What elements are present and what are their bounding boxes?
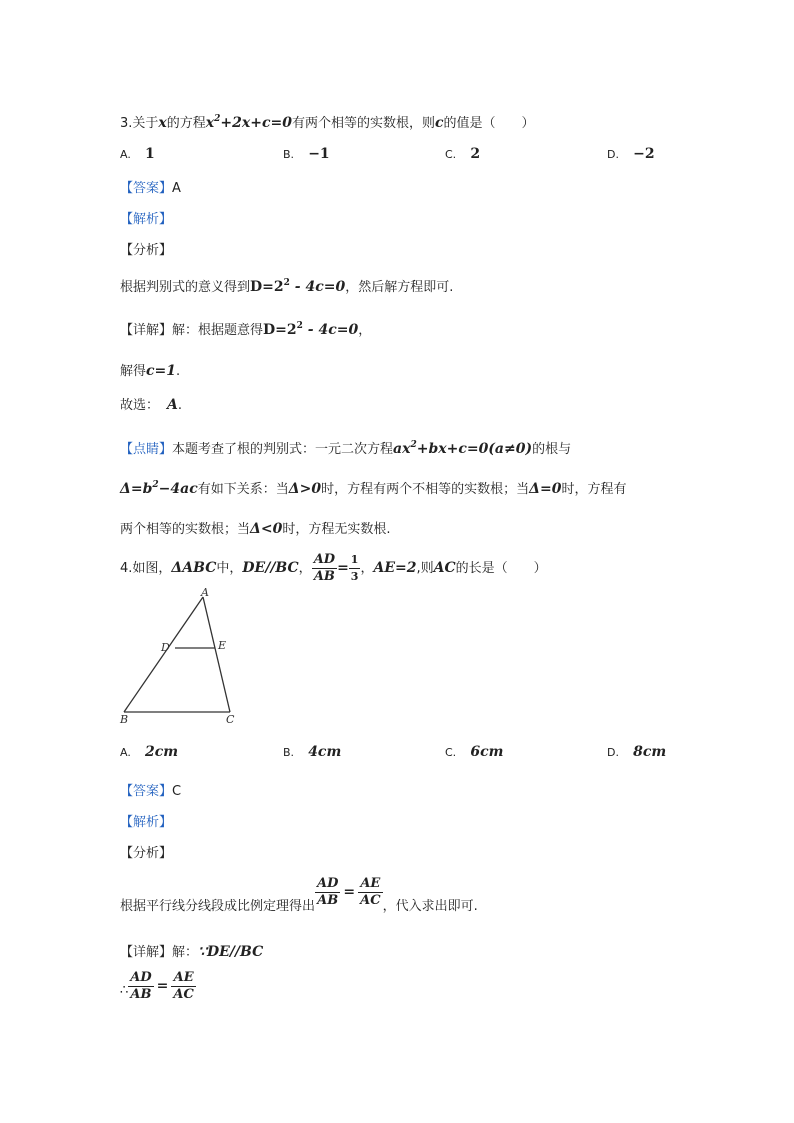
side-ab bbox=[124, 597, 203, 712]
label-b: B bbox=[120, 713, 129, 726]
label-d: D bbox=[161, 641, 170, 654]
q4-fenxi: 根据平行线分线段成比例定理得出 $\frac{AD}{AB}$ = $\frac{AE}{AC}$ ，代入求出即可. bbox=[120, 876, 478, 914]
q3-var-c: c bbox=[434, 115, 444, 131]
q3-answer: 【答案】A bbox=[120, 181, 181, 196]
q4-ratio-value: $\frac{1}{3}$ bbox=[350, 553, 359, 583]
label-c: C bbox=[226, 713, 235, 726]
q4-answer: 【答案】C bbox=[120, 784, 182, 799]
q3-option-d[interactable]: D. −2 bbox=[607, 146, 655, 162]
q4-therefore: ∴ $\frac{AD}{AB}$ = $\frac{AE}{AC}$ bbox=[120, 970, 194, 1002]
q4-fenxi-tag: 【分析】 bbox=[120, 846, 173, 861]
q4-option-c[interactable]: C. 6cm bbox=[445, 744, 504, 760]
q3-option-b[interactable]: B. −1 bbox=[283, 146, 330, 162]
q4-ratio-fraction: $\frac{AD}{AB}$ bbox=[313, 552, 336, 584]
q3-stem bbox=[120, 112, 535, 131]
q3-equation: $x^2+2x+c=0$ bbox=[205, 114, 292, 131]
q3-jiexi-tag: 【解析】 bbox=[120, 212, 173, 227]
label-a: A bbox=[201, 586, 209, 599]
q4-option-a[interactable]: A. 2cm bbox=[120, 744, 179, 760]
q4-option-b[interactable]: B. 4cm bbox=[283, 744, 342, 760]
q3-var-x: x bbox=[158, 115, 167, 131]
q3-solve: 解得c=1. bbox=[120, 363, 181, 379]
q3-dianjing-line2: $\Delta=b^2-4ac$有如下关系：当Δ>0时，方程有两个不相等的实数根；当Δ=0时，方程有 bbox=[120, 480, 627, 497]
q3-choose: 故选： A. bbox=[120, 397, 183, 413]
q3-option-a[interactable]: A. 1 bbox=[120, 146, 155, 162]
q4-stem: 4.如图，ΔABC中，DE//BC， $\frac{AD}{AB}$ = $\frac{1}{3}$ ，AE=2,则AC的长是（ ） bbox=[120, 552, 547, 584]
q3-xiangjie: 【详解】解：根据题意得$D=2^2 - 4c=0$， bbox=[120, 321, 372, 338]
q3-stem-end: 的值是（ ） bbox=[443, 116, 535, 131]
label-e: E bbox=[218, 639, 227, 652]
q3-dianjing-line1: 【点睛】本题考查了根的判别式：一元二次方程$ax^2+bx+c=0(a\ne 0)$的根与 bbox=[120, 440, 572, 457]
q4-triangle-figure bbox=[112, 586, 252, 728]
q4-xiangjie: 【详解】解：∵DE//BC bbox=[120, 944, 264, 960]
q3-fenxi: 根据判别式的意义得到$D=2^2 - 4c=0$，然后解方程即可. bbox=[120, 278, 454, 295]
q4-jiexi-tag: 【解析】 bbox=[120, 815, 173, 830]
q4-option-d[interactable]: D. 8cm bbox=[607, 744, 667, 760]
q3-fenxi-tag: 【分析】 bbox=[120, 243, 173, 258]
q3-stem-after: 有两个相等的实数根，则 bbox=[291, 116, 435, 131]
side-ac bbox=[203, 597, 230, 712]
q3-option-c[interactable]: C. 2 bbox=[445, 146, 481, 162]
q3-xiangjie-formula: $D=2^2 - 4c=0$ bbox=[263, 321, 359, 338]
q3-dianjing-line3: 两个相等的实数根；当Δ<0时，方程无实数根. bbox=[120, 521, 391, 537]
q3-fenxi-formula: $D=2^2 - 4c=0$ bbox=[250, 278, 346, 295]
q3-stem-mid: 的方程 bbox=[166, 116, 206, 131]
q3-stem-prefix: 3.关于 bbox=[120, 116, 159, 131]
